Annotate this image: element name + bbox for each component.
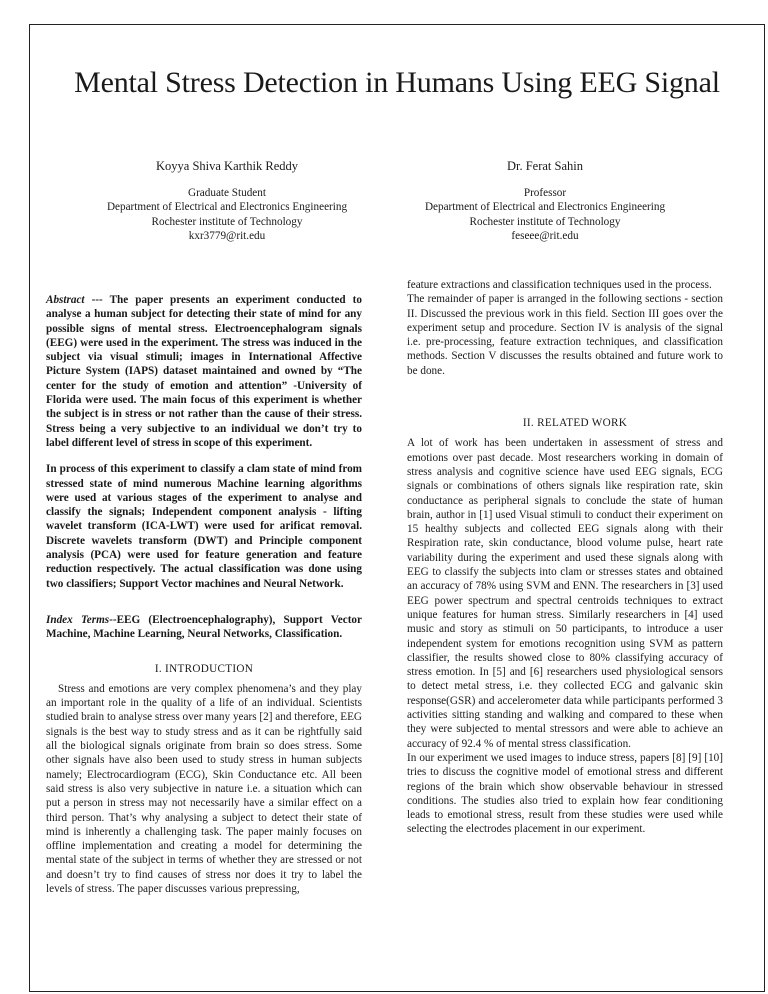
abstract-label: Abstract	[46, 294, 85, 306]
related-work-paragraph: A lot of work has been undertaken in assessment of stress and emotions over past decade. Most researchers working in domain of stress analysis and cognitive science have used EEG signals, ECG signals or combinations of others signals like respiration rate, skin conductance as peripheral signals to conclude the state of human brain, author in [1] used Visual stimuli to conduct their experiment on 15 healthy subjects and collected EEG signals along with their Respiration rate, skin conductance, blood volume pulse, heart rate variability during the experiment and used these signals along with EEG to classify the subjects into clam or stresses states and obtained an accuracy of 78% using SVM and ENN. The researchers in [3] used EEG power spectrum and spectral centroids techniques to extract unique features for human stress. Similarly researchers in [4] used music and story as stimuli on 50 participants, to introduce a user independent system for emotions recognition using SVM as pattern classifier, the results showed close to 80% classifying accuracy of stress emotion. In [5] and [6] researchers used physiological sensors to detect metal stress, i.e. they collected ECG and galvanic skin response(GSR) and accelerometer data while participants performed 3 activities sitting standing and walking and compared to these when they were subjected to mental stressors and were able to achieve an accuracy of 92.4 % of mental stress classification.	[407, 437, 723, 750]
introduction-paragraph: Stress and emotions are very complex phenomena’s and they play an important role in the quality of a life of an individual. Scientists studied brain to analyse stress over many years [2] and therefore, EEG signals is the best way to study stress and as it can be rightfully said all the biological signals originate from brain so does stress. Some other signals have also been used to study stress in human subjects namely; Electrocardiogram (ECG), Skin Conductance etc. All been said stress is also very subjective in nature i.e. a situation which can put a person in stress may not necessarily have a similar effect on a third person. That’s why analysing a subject to detect their state of mind is inherently a challenging task. The paper mainly focuses on offline implementation and creating a model for determining the mental state of the subject in terms of whether they are stressed or not and doesn’t try to find causes of stress nor does it try to label the levels of stress. The paper discusses various prepressing,	[46, 682, 362, 895]
section-heading-related-work: II. RELATED WORK	[522, 417, 628, 430]
author-institution: Rochester institute of Technology	[469, 215, 621, 228]
introduction-continuation: feature extractions and classification techniques used in the process.	[407, 279, 712, 291]
author-role: Professor	[523, 186, 567, 199]
section-heading-introduction: I. INTRODUCTION	[154, 662, 254, 675]
left-column	[46, 293, 362, 896]
index-terms: Index Terms--EEG (Electroencephalography), Support Vector Machine, Machine Learning, Neural Networks, Classification.	[46, 613, 362, 641]
author-name: Koyya Shiva Karthik Reddy	[156, 159, 298, 173]
author-block-1	[62, 159, 392, 244]
index-terms-label: Index Terms	[46, 613, 110, 626]
right-column	[407, 278, 723, 837]
author-email[interactable]: kxr3779@rit.edu	[188, 230, 266, 242]
paper-outline-paragraph: The remainder of paper is arranged in the following sections - section II. Discussed the previous work in this field. Section III goes over the experiment setup and procedure. Section IV is analysis of the signal i.e. pre-processing, feature extraction techniques, and classification methods. Section V discusses the results obtained and future work to be done.	[407, 293, 723, 377]
author-email[interactable]: feseee@rit.edu	[511, 230, 579, 242]
related-work-paragraph-2: In our experiment we used images to induce stress, papers [8] [9] [10] tries to discuss the cognitive model of emotional stress and different regions of the brain which show observable behaviour in stressed conditions. The studies also tried to explain how fear conditioning leads to emotional stress, result from these studies were used while selecting the electrodes placement in our experiment.	[407, 751, 723, 836]
author-role: Graduate Student	[188, 186, 266, 199]
author-department: Department of Electrical and Electronics Engineering	[424, 201, 666, 213]
author-name: Dr. Ferat Sahin	[506, 159, 584, 173]
author-department: Department of Electrical and Electronics Engineering	[106, 201, 348, 213]
author-block-2	[380, 159, 710, 244]
abstract-paragraph: Abstract --- The paper presents an experiment conducted to analyse a human subject for detecting their state of mind for any possible signs of mental stress. Electroencephalogram signals (EEG) were used in the experiment. The stress was induced in the subject via visual stimuli; images in International Affective Picture System (IAPS) dataset maintained and owned by “The center for the study of emotion and attention” -University of Florida were used. The main focus of this experiment is whether the subject is in stress or not rather than the cause of their stress. Stress being a very subjective to an individual we don’t try to label different level of stress in scope of this experiment.	[46, 294, 362, 449]
paper-title: Mental Stress Detection in Humans Using EEG Signal	[74, 66, 720, 99]
author-institution: Rochester institute of Technology	[151, 215, 303, 228]
abstract-paragraph-2: In process of this experiment to classify a clam state of mind from stressed state of mind numerous Machine learning algorithms were used at various stages of the experiment to analyse and classify the signals; Independent component analysis - lifting wavelet transform (ICA-LWT) were used for arificat removal. Discrete wavelets transform (DWT) and Principle component analysis (PCA) were used for feature generation and feature reduction respectively. The actual classification was done using two classifiers; Support Vector machines and Neural Network.	[46, 463, 362, 590]
